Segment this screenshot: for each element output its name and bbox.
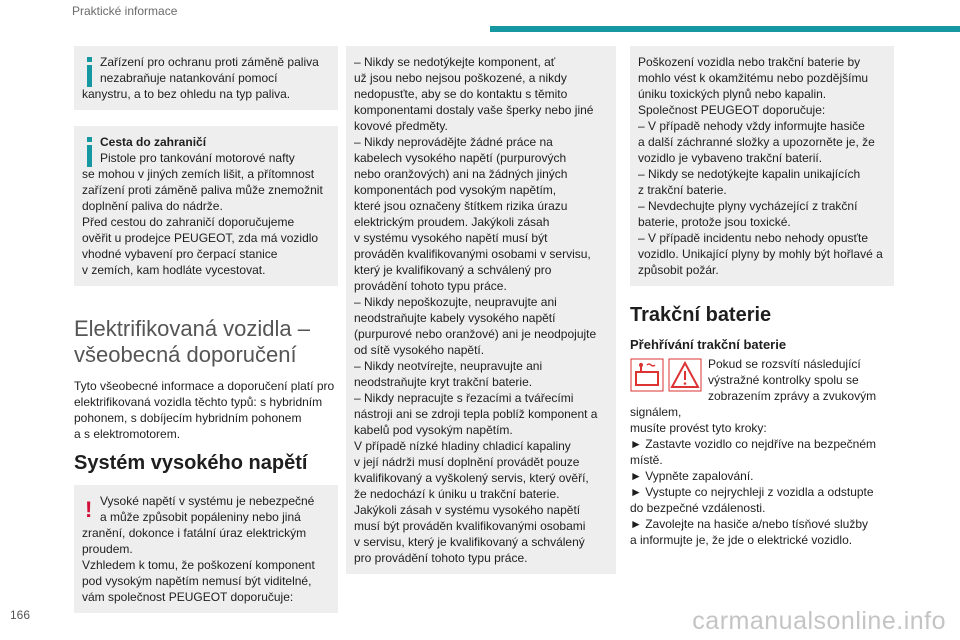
watermark: carmanualsonline.info xyxy=(692,607,946,635)
text-line: Společnost PEUGEOT doporučuje: xyxy=(638,103,826,117)
info-icon xyxy=(83,137,97,167)
subheading-high-voltage: Systém vysokého napětí xyxy=(74,452,308,474)
text-line: pro provádění tohoto typu práce. xyxy=(354,551,528,565)
text-line: provádění tohoto typu práce. xyxy=(354,279,507,293)
info-line: v zemích, kam hodláte vycestovat. xyxy=(82,263,266,277)
text-line: v systému vysokého napětí musí být xyxy=(354,231,548,245)
text-line: do bezpečné vzdálenosti. xyxy=(630,501,766,515)
battery-temperature-warning-icon xyxy=(630,358,664,392)
warn-line: zranění, dokonce i fatální úraz elektrickým xyxy=(82,526,307,540)
text-line: – Nikdy se nedotýkejte komponent, ať xyxy=(354,55,556,69)
intro-line: pohonem, s dobíjecím hybridním pohonem xyxy=(74,411,302,425)
info-box-fuel xyxy=(74,46,338,110)
warning-box xyxy=(74,485,338,613)
text-line: způsobit požár. xyxy=(638,263,719,277)
text-line: nástroji ani se zdroji tepla poblíž komponent a xyxy=(354,407,598,421)
info-icon xyxy=(83,57,97,87)
text-line: místě. xyxy=(630,453,663,467)
intro-line: elektrifikovaná vozidla těchto typů: s hybridním xyxy=(74,395,323,409)
text-line: elektrickým proudem. Jakýkoli zásah xyxy=(354,215,550,229)
text-line: a další záchranné složky a upozorněte je, že xyxy=(638,135,875,149)
header-accent-bar xyxy=(490,26,960,32)
text-line: baterie, protože jsou toxické. xyxy=(638,215,791,229)
text-line: kvalifikovaný a vyškolený servis, který ověří, xyxy=(354,471,589,485)
text-line: vozidlo je vybaveno trakční baterií. xyxy=(638,151,823,165)
info-box-damage xyxy=(630,46,894,286)
warning-exclamation-icon: ! xyxy=(85,497,93,522)
column-middle xyxy=(346,46,616,590)
text-line: nebo oranžových) ani na žádných jiných xyxy=(354,167,568,181)
text-line: – Nikdy nepoškozujte, neupravujte ani xyxy=(354,295,557,309)
text-line: že nedochází k úniku u trakční baterie. xyxy=(354,487,560,501)
text-line: Pokud se rozsvítí následující xyxy=(708,357,861,371)
text-line: komponentami dostaly vaše šperky nebo jiné xyxy=(354,103,594,117)
warn-line: Vzhledem k tomu, že poškození komponent xyxy=(82,558,315,572)
text-line: kovové předměty. xyxy=(354,119,448,133)
info-line: doplnění paliva do nádrže. xyxy=(82,199,223,213)
warning-lamps xyxy=(630,358,702,394)
info-line: zařízení proti záměně paliva může znemožnit xyxy=(82,183,323,197)
warn-line: Vysoké napětí v systému je nebezpečné xyxy=(100,494,315,508)
info-line: ověřit u prodejce PEUGEOT, zda má vozidlo xyxy=(82,231,319,245)
text-line: které jsou označeny štítkem rizika úrazu xyxy=(354,199,568,213)
text-line: V případě nízké hladiny chladicí kapaliny xyxy=(354,439,571,453)
text-line: ► Zastavte vozidlo co nejdříve na bezpečném xyxy=(630,437,877,451)
info-line: kanystru, a to bez ohledu na typ paliva. xyxy=(82,87,291,101)
section-title xyxy=(74,316,338,368)
header-title: Praktické informace xyxy=(72,4,178,18)
info-line: nezabraňuje natankování pomocí xyxy=(100,71,278,85)
text-line: zobrazením zprávy a zvukovým signálem, xyxy=(630,389,877,419)
overheating-steps xyxy=(630,436,894,548)
section-title-line: všeobecná doporučení xyxy=(74,342,297,367)
subheading-overheating: Přehřívání trakční baterie xyxy=(630,337,787,352)
text-line: výstražné kontrolky spolu se xyxy=(708,373,859,387)
section-title-line: Elektrifikovaná vozidla – xyxy=(74,316,311,341)
text-line: od sítě vysokého napětí. xyxy=(354,343,485,357)
page-number: 166 xyxy=(10,608,31,622)
text-line: Poškození vozidla nebo trakční baterie by xyxy=(638,55,861,69)
text-line: – Nevdechujte plyny vycházející z trakční xyxy=(638,199,858,213)
warn-line: proudem. xyxy=(82,542,133,556)
info-line: se mohou v jiných zemích lišit, a přítomnost xyxy=(82,167,315,181)
text-line: Jakýkoli zásah v systému vysokého napětí xyxy=(354,503,581,517)
info-box-travel xyxy=(74,126,338,286)
intro-line: a s elektromotorem. xyxy=(74,427,181,441)
text-line: – V případě incidentu nebo nehody opusťte xyxy=(638,231,869,245)
text-line: ► Vystupte co nejrychleji z vozidla a odstupte xyxy=(630,485,874,499)
text-line: který je kvalifikovaný a schválený pro xyxy=(354,263,552,277)
triangle-warning-icon xyxy=(668,358,702,392)
text-line: kabelech vysokého napětí (purpurových xyxy=(354,151,567,165)
text-line: úniku toxických plynů nebo kapalin. xyxy=(638,87,827,101)
text-line: ► Zavolejte na hasiče a/nebo tísňové služby xyxy=(630,517,869,531)
info-title: Cesta do zahraničí xyxy=(100,135,207,149)
intro-line: Tyto všeobecné informace a doporučení platí pro xyxy=(74,379,335,393)
text-line: musíte provést tyto kroky: xyxy=(630,421,767,435)
info-line: vhodné vybavení pro čerpací stanice xyxy=(82,247,278,261)
info-line: Pistole pro tankování motorové nafty xyxy=(100,151,295,165)
text-line: – Nikdy neotvírejte, neupravujte ani xyxy=(354,359,543,373)
text-line: ► Vypněte zapalování. xyxy=(630,469,754,483)
warning-box-continued xyxy=(346,46,616,574)
column-left xyxy=(74,46,338,629)
info-line: Zařízení pro ochranu proti záměně paliva xyxy=(100,55,319,69)
text-line: z trakční baterie. xyxy=(638,183,727,197)
text-line: vozidlo. Unikající plyny by mohly být hořlavé a xyxy=(638,247,883,261)
warn-line: pod vysokým napětím nemusí být viditelné, xyxy=(82,574,312,588)
warn-line: vám společnost PEUGEOT doporučuje: xyxy=(82,590,294,604)
text-line: – Nikdy neprovádějte žádné práce na xyxy=(354,135,553,149)
text-line: kabelů pod vysokým napětím. xyxy=(354,423,513,437)
info-line: Před cestou do zahraničí doporučujeme xyxy=(82,215,295,229)
text-line: – Nikdy nepracujte s řezacími a tvářecími xyxy=(354,391,574,405)
column-right xyxy=(630,46,894,548)
text-line: – Nikdy se nedotýkejte kapalin unikajících xyxy=(638,167,861,181)
text-line: neodstraňujte kryt trakční baterie. xyxy=(354,375,533,389)
text-line: komponentách pod vysokým napětím, xyxy=(354,183,557,197)
text-line: (purpurové nebo oranžové) ani je neodpojujte xyxy=(354,327,597,341)
heading-traction-battery: Trakční baterie xyxy=(630,304,772,326)
text-line: v servisu, který je kvalifikovaný a schválený xyxy=(354,535,585,549)
text-line: prováděn kvalifikovanými osobami v servisu, xyxy=(354,247,591,261)
text-line: mohlo vést k okamžitému nebo pozdějšímu xyxy=(638,71,869,85)
text-line: a informujte je, že jde o elektrické vozidlo. xyxy=(630,533,853,547)
warn-line: a může způsobit popáleniny nebo jiná xyxy=(100,510,301,524)
text-line: musí být prováděn kvalifikovanými osobami xyxy=(354,519,586,533)
text-line: – V případě nehody vždy informujte hasiče xyxy=(638,119,865,133)
text-line: už jsou nebo nejsou poškozené, a nikdy xyxy=(354,71,567,85)
text-line: nedopusťte, aby se do kontaktu s těmito xyxy=(354,87,568,101)
text-line: neodstraňujte kabely vysokého napětí xyxy=(354,311,556,325)
text-line: v její nádrži musí doplnění provádět pouze xyxy=(354,455,580,469)
